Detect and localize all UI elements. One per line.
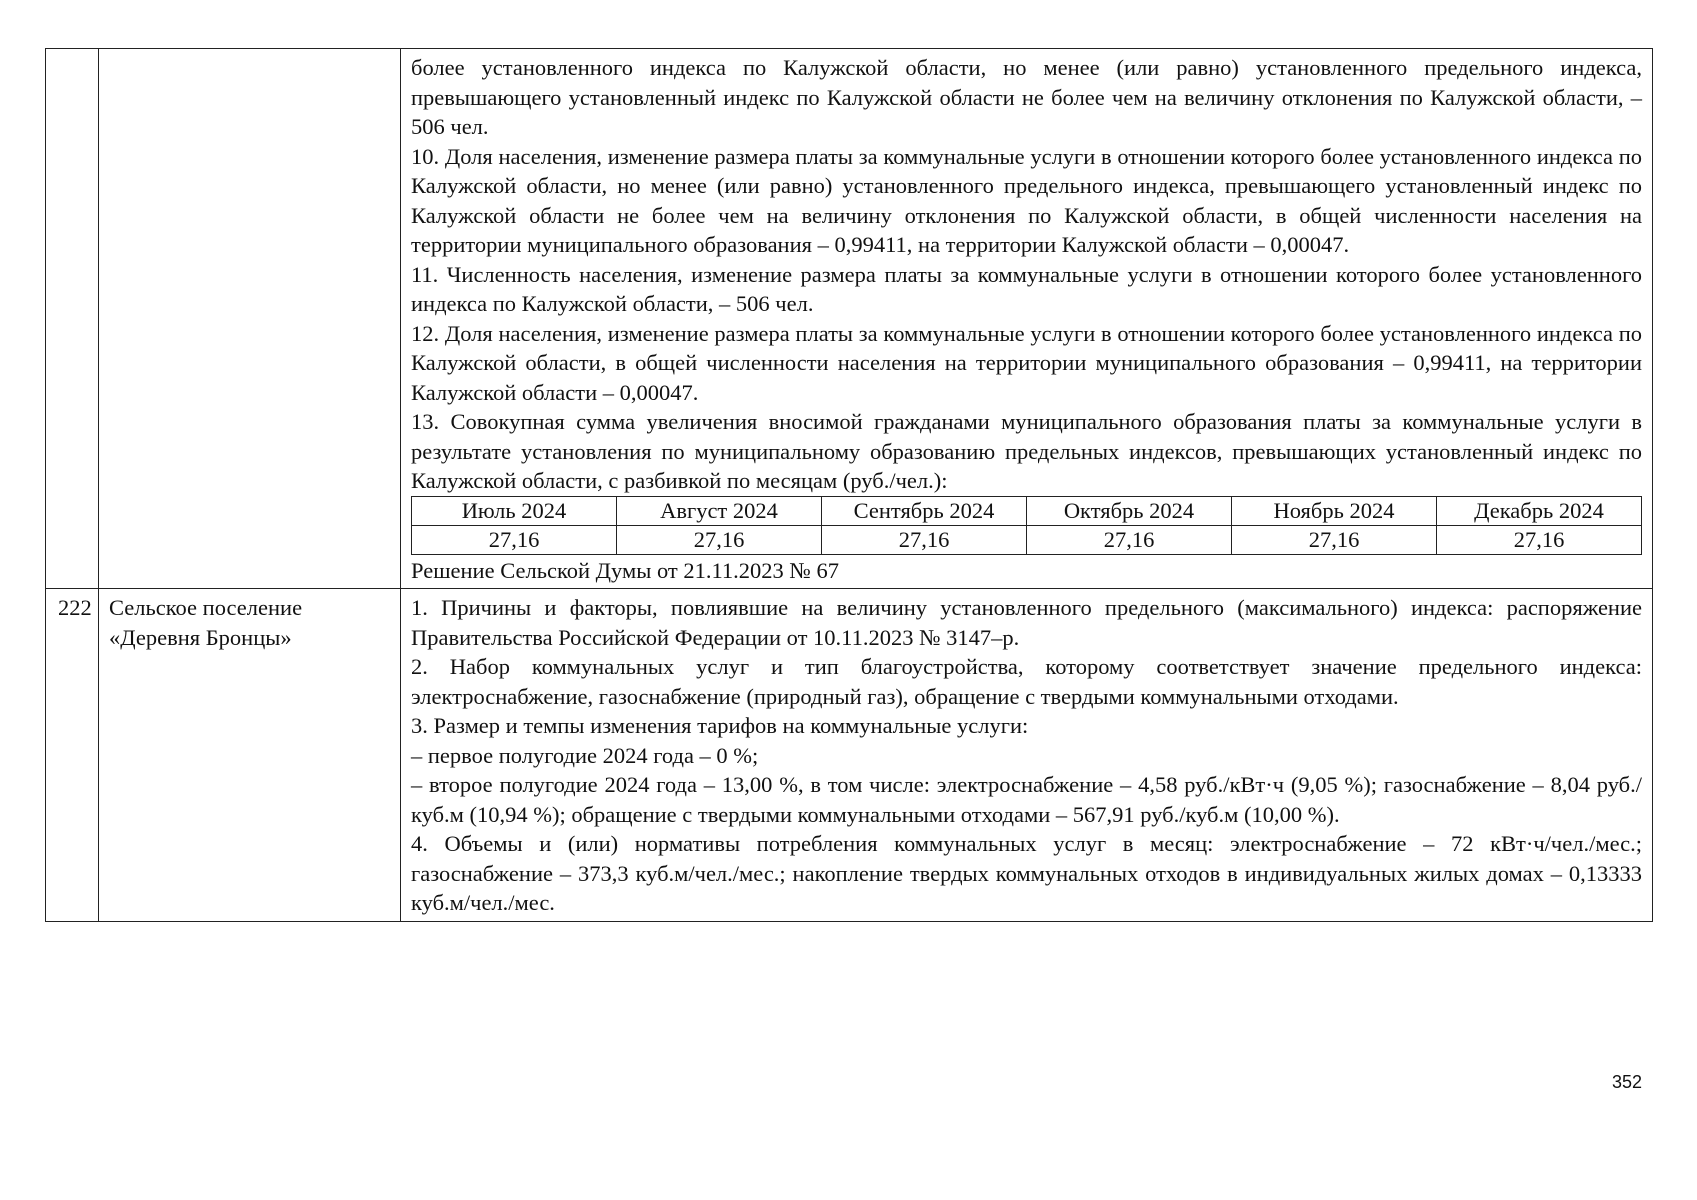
document-table (45, 48, 1653, 922)
table-row (46, 49, 1653, 589)
municipality-name-cell: Сельское поселение «Деревня Бронцы» (99, 589, 401, 922)
month-value: 27,16 (822, 525, 1027, 554)
month-value: 27,16 (1437, 525, 1642, 554)
paragraph: более установленного индекса по Калужской области, но менее (или равно) установленного предельного индекса, превышающего установленный индекс по Калужской области не более чем на величину отклонения по Калужской области, – 506 чел. (411, 55, 1642, 139)
monthly-amounts-table (411, 496, 1642, 555)
paragraph: – второе полугодие 2024 года – 13,00 %, в том числе: электроснабжение – 4,58 руб./кВт·ч (9,05 %); газоснабжение – 8,04 руб./куб.м (10,94 %); обращение с твердыми коммунальными отходами – 567,91 руб./куб.м (10,00 %). (411, 772, 1642, 827)
paragraph: 12. Доля населения, изменение размера платы за коммунальные услуги в отношении которого более установленного индекса по Калужской области, в общей численности населения на территории муниципального образования – 0,99411, на территории Калужской области – 0,00047. (411, 320, 1642, 405)
paragraph: 10. Доля населения, изменение размера платы за коммунальные услуги в отношении которого более установленного индекса по Калужской области, но менее (или равно) установленного предельного индекса, превышающего установленный индекс по Калужской области не более чем на величину отклонения по Калужской области, в общей численности населения на территории муниципального образования – 0,99411, на территории Калужской области – 0,00047. (411, 143, 1642, 257)
paragraph: 3. Размер и темпы изменения тарифов на коммунальные услуги: (411, 713, 1029, 738)
month-header: Декабрь 2024 (1437, 496, 1642, 525)
paragraph: 11. Численность населения, изменение размера платы за коммунальные услуги в отношении которого более установленного индекса по Калужской области, – 506 чел. (411, 261, 1642, 316)
months-values-row (412, 525, 1642, 554)
paragraph: 4. Объемы и (или) нормативы потребления коммунальных услуг в месяц: электроснабжение – 72 кВт·ч/чел./мес.; газоснабжение – 373,3 куб.м/чел./мес.; накопление твердых коммунальных отходов в индивидуальных жилых домах – 0,13333 куб.м/чел./мес. (411, 831, 1642, 915)
month-value: 27,16 (412, 525, 617, 554)
month-header: Октябрь 2024 (1027, 496, 1232, 525)
month-header: Июль 2024 (412, 496, 617, 525)
table-row (46, 589, 1653, 922)
paragraph: – первое полугодие 2024 года – 0 %; (411, 742, 759, 768)
details-cell (401, 49, 1653, 589)
row-number-cell: 222 (46, 589, 99, 922)
month-header: Август 2024 (617, 496, 822, 525)
paragraph: 13. Совокупная сумма увеличения вносимой гражданами муниципального образования платы за коммунальные услуги в результате установления по муниципальному образованию предельных индексов, превышающих установленный индекс по Калужской области, с разбивкой по месяцам (руб./чел.): (411, 409, 1642, 493)
paragraph: 2. Набор коммунальных услуг и тип благоустройства, которому соответствует значение предельного индекса: электроснабжение, газоснабжение (природный газ), обращение с твердыми коммунальными отходами. (411, 654, 1642, 709)
row-number-cell (46, 49, 99, 589)
paragraph: 1. Причины и факторы, повлиявшие на величину установленного предельного (максимального) индекса: распоряжение Правительства Российской Федерации от 10.11.2023 № 3147–р. (411, 595, 1642, 650)
month-value: 27,16 (1232, 525, 1437, 554)
page-number: 352 (1612, 1072, 1643, 1092)
month-header: Сентябрь 2024 (822, 496, 1027, 525)
month-header: Ноябрь 2024 (1232, 496, 1437, 525)
details-cell (401, 589, 1653, 922)
month-value: 27,16 (617, 525, 822, 554)
municipality-name-cell (99, 49, 401, 589)
months-header-row (412, 496, 1642, 525)
month-value: 27,16 (1027, 525, 1232, 554)
decision-reference: Решение Сельской Думы от 21.11.2023 № 67 (411, 557, 839, 583)
